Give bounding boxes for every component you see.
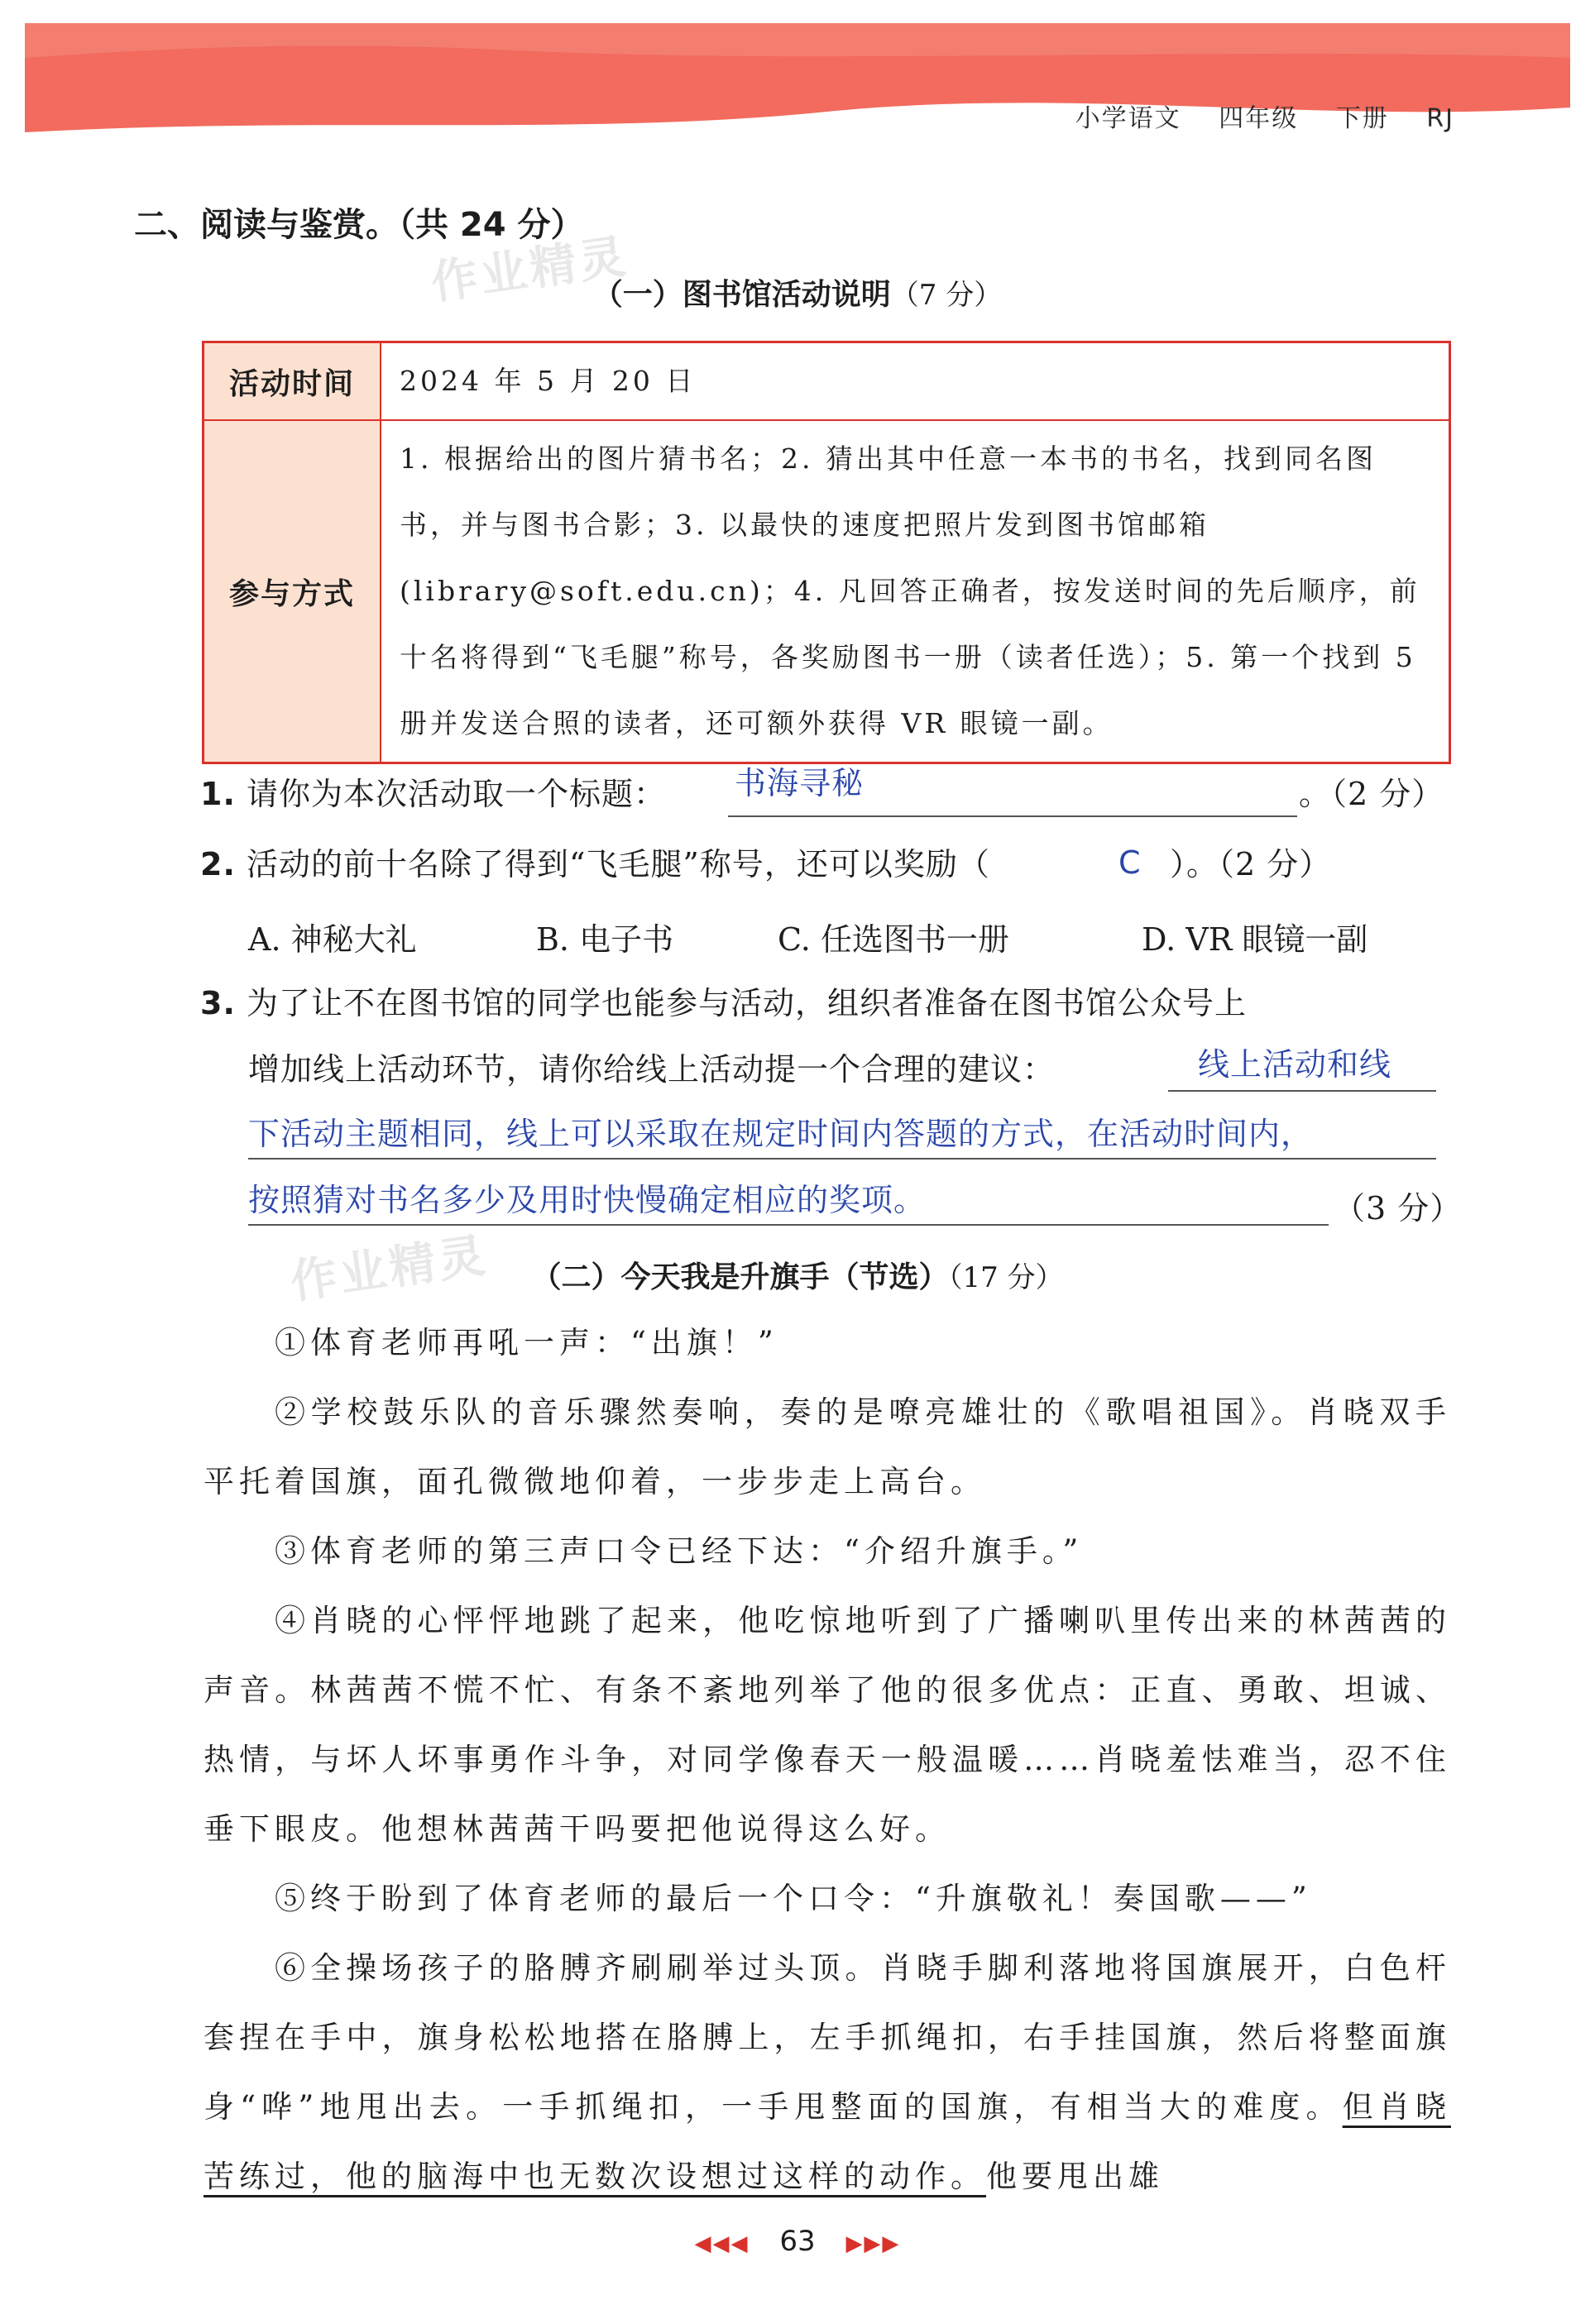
section-title: 二、阅读与鉴赏。（共 24 分）: [134, 206, 584, 244]
question-1-answer-line[interactable]: [728, 815, 1297, 817]
question-2-answer: C: [1118, 844, 1142, 881]
question-3-number: 3.: [200, 985, 236, 1021]
question-3-answer-part1: 线上活动和线: [1198, 1046, 1392, 1083]
question-1: [200, 773, 666, 815]
passage1-title: [0, 271, 1595, 313]
question-3-line1: [200, 983, 1247, 1024]
paragraph-6-part1: ⑥全操场孩子的胳膊齐刷刷举过头顶。肖晓手脚利落地将国旗展开，白色杆套捏在手中，旗身松松地搭在胳膊上，左手抓绳扣，右手挂国旗，然后将整面旗身“哗”地甩出去。一手抓绳扣，一手甩整面的国旗，有相当大的难度。: [204, 1950, 1451, 2125]
question-3-text-line1: 为了让不在图书馆的同学也能参与活动，组织者准备在图书馆公众号上: [246, 985, 1247, 1021]
question-3-answer-part2: 下活动主题相同，线上可以采取在规定时间内答题的方式，在活动时间内，: [248, 1116, 1314, 1152]
option-b[interactable]: B. 电子书: [536, 921, 674, 958]
question-3-answer-line1[interactable]: [1168, 1090, 1436, 1092]
option-d[interactable]: D. VR 眼镜一副: [1142, 921, 1368, 958]
paragraph-6-part3: 他要甩出雄: [986, 2159, 1164, 2194]
question-1-text: 请你为本次活动取一个标题：: [246, 776, 666, 812]
question-3-answer-part3: 按照猜对书名多少及用时快慢确定相应的奖项。: [248, 1182, 927, 1218]
question-3-score: （3 分）: [1334, 1190, 1463, 1227]
paragraph-4: ④肖晓的心怦怦地跳了起来，他吃惊地听到了广播喇叭里传出来的林茜茜的声音。林茜茜不慌不忙、有条不紊地列举了他的很多优点：正直、勇敢、坦诚、热情，与坏人坏事勇作斗争，对同学像春天一般温暖……肖晓羞怯难当，忍不住垂下眼皮。他想林茜茜干吗要把他说得这么好。: [204, 1603, 1451, 1847]
passage2-score: （17 分）: [948, 1261, 1064, 1294]
activity-table: [202, 341, 1451, 764]
paragraph-5: ⑤终于盼到了体育老师的最后一个口令：“升旗敬礼！奏国歌——”: [275, 1881, 1312, 1916]
option-c[interactable]: C. 任选图书一册: [778, 921, 1009, 958]
participation-value: 1. 根据给出的图片猜书名；2. 猜出其中任意一本书的书名，找到同名图书，并与图书合影；3. 以最快的速度把照片发到图书馆邮箱(library@soft.edu.cn)；4. 凡回答正确者，按发送时间的先后顺序，前十名将得到“飞毛腿”称号，各奖励图书一册（读者任选）；5. 第一个找到 5 册并发送合照的读者，还可额外获得 VR 眼镜一副。: [381, 420, 1450, 763]
page-footer: [0, 2225, 1595, 2258]
grade-label: 四年级: [1219, 104, 1299, 133]
passage1-title-text: （一）图书馆活动说明: [592, 278, 891, 312]
question-1-answer: 书海寻秘: [735, 765, 865, 801]
prev-arrows-icon: ◀◀◀: [694, 2231, 750, 2256]
subject-label: 小学语文: [1075, 104, 1181, 133]
option-a[interactable]: A. 神秘大礼: [248, 921, 417, 958]
question-2-text: 活动的前十名除了得到“飞毛腿”称号，还可以奖励（: [246, 846, 990, 882]
edition-label: RJ: [1426, 104, 1454, 133]
activity-time-label: 活动时间: [204, 342, 381, 421]
participation-label: 参与方式: [204, 420, 381, 763]
passage2-title-text: （二）今天我是升旗手（节选）: [531, 1260, 949, 1294]
question-1-number: 1.: [200, 776, 236, 812]
question-2-score: ）。（2 分）: [1170, 846, 1332, 882]
question-2-number: 2.: [200, 846, 236, 882]
question-2: [200, 844, 990, 885]
page-number: 63: [779, 2225, 816, 2258]
volume-label: 下册: [1335, 104, 1389, 133]
paragraph-1: ①体育老师再吼一声：“出旗！”: [275, 1325, 778, 1360]
activity-time-value: 2024 年 5 月 20 日: [381, 342, 1450, 421]
passage2-title: [0, 1254, 1595, 1296]
question-3-text-line2: 增加线上活动环节，请你给线上活动提一个合理的建议：: [248, 1051, 1056, 1088]
passage1-score: （7 分）: [890, 279, 1003, 312]
paragraph-6-underlined: 但肖晓苦练过，他的脑海中也无数次设想过这样的动作。: [204, 2089, 1451, 2194]
paragraph-6: [204, 1934, 1451, 2212]
watermark-middle: 作业精灵: [287, 1228, 491, 1310]
question-3-answer-line3[interactable]: [248, 1224, 1329, 1226]
watermark-top: 作业精灵: [428, 229, 632, 311]
question-1-score: 。（2 分）: [1299, 776, 1444, 812]
question-3-answer-line2[interactable]: [248, 1158, 1436, 1160]
paragraph-2: ②学校鼓乐队的音乐骤然奏响，奏的是嘹亮雄壮的《歌唱祖国》。肖晓双手平托着国旗，面孔微微地仰着，一步步走上高台。: [204, 1394, 1451, 1499]
paragraph-3: ③体育老师的第三声口令已经下达：“介绍升旗手。”: [275, 1533, 1084, 1569]
next-arrows-icon: ▶▶▶: [845, 2231, 901, 2256]
header-meta: [1047, 98, 1454, 134]
